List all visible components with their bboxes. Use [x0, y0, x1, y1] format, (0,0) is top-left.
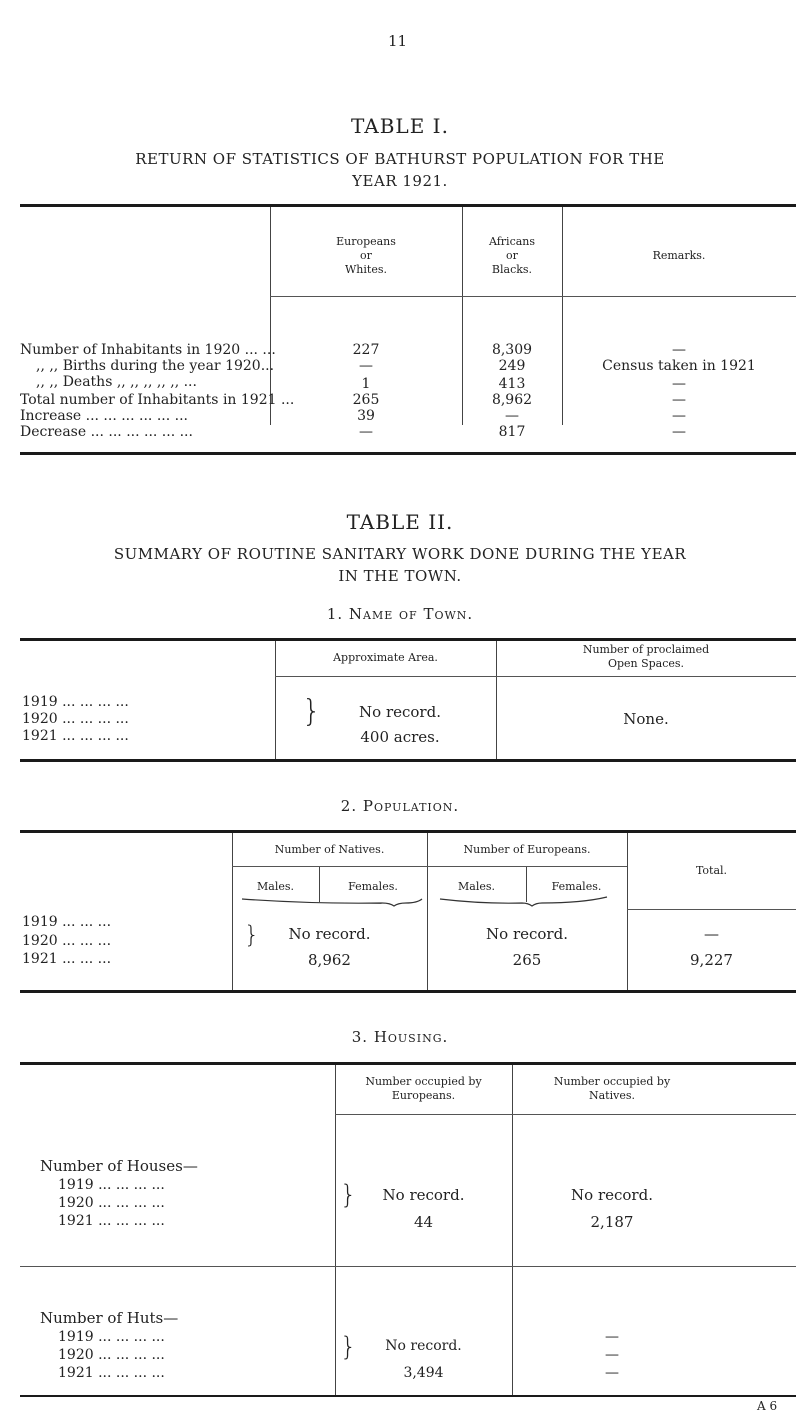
town-year-1920: 1920 ... ... ... ...: [22, 711, 129, 727]
brace-icon: }: [340, 1180, 357, 1210]
town-area-no-record: No record.: [359, 703, 441, 721]
houses-europeans-1921: 44: [413, 1213, 434, 1231]
table1-cell-europeans: 39: [357, 408, 375, 424]
brace-icon: }: [244, 921, 260, 949]
houses-europeans-no-record: No record.: [382, 1186, 465, 1204]
population-header-total: Total.: [695, 864, 728, 877]
huts-year-1919: 1919 ... ... ... ...: [58, 1329, 165, 1345]
town-year-1919: 1919 ... ... ... ...: [22, 694, 129, 710]
housing-header-europeans: Number occupied by Europeans.: [365, 1075, 482, 1102]
houses-label: Number of Houses—: [40, 1157, 198, 1175]
brace-icon: }: [302, 694, 322, 729]
table1-cell-africans: 413: [498, 376, 526, 392]
table2-subtitle-line2: IN THE TOWN.: [338, 567, 462, 585]
town-table-header-rule: [275, 676, 796, 677]
table1-cell-remarks: —: [672, 392, 686, 408]
table1-bottom-rule: [20, 452, 796, 455]
table1-cell-europeans: 1: [361, 376, 371, 392]
huts-natives-1919: —: [605, 1329, 619, 1345]
houses-year-1919: 1919 ... ... ... ...: [58, 1177, 165, 1193]
population-total-1921: 9,227: [690, 951, 733, 969]
population-header-rule: [232, 866, 627, 867]
table1-cell-europeans: —: [359, 358, 373, 374]
table1-cell-remarks: —: [672, 408, 686, 424]
huts-natives-1921: —: [605, 1365, 619, 1381]
population-europeans-1921: 265: [512, 951, 542, 969]
table1-cell-africans: 8,309: [491, 342, 533, 358]
population-year-1921: 1921 ... ... ...: [22, 951, 112, 967]
town-table-bottom-rule: [20, 759, 796, 762]
section2-heading: 2. Population.: [340, 797, 460, 815]
population-natives-1921: 8,962: [308, 951, 351, 969]
table1-header-rule: [270, 296, 796, 297]
housing-top-rule: [20, 1062, 796, 1065]
footer-mark: A 6: [757, 1399, 778, 1413]
table1-cell-africans: 8,962: [491, 392, 533, 408]
table1-cell-remarks: Census taken in 1921: [602, 358, 756, 374]
houses-natives-1921: 2,187: [590, 1213, 634, 1231]
table2-subtitle-line1: SUMMARY OF ROUTINE SANITARY WORK DONE DURING THE YEAR: [113, 545, 687, 563]
housing-bottom-rule: [20, 1395, 796, 1397]
table2-title: TABLE II.: [346, 510, 454, 534]
huts-natives-1920: —: [605, 1347, 619, 1363]
huts-year-1920: 1920 ... ... ... ...: [58, 1347, 165, 1363]
huts-europeans-1921: 3,494: [403, 1365, 444, 1381]
table1-title: TABLE I.: [351, 114, 449, 138]
table1-cell-remarks: —: [672, 424, 686, 440]
population-europeans-no-record: No record.: [486, 925, 568, 943]
town-header-area: Approximate Area.: [333, 651, 438, 664]
section1-heading: 1. Name of Town.: [326, 605, 474, 623]
table1-row-label: ,, ,, Births during the year 1920...: [36, 358, 275, 374]
huts-label: Number of Huts—: [40, 1309, 179, 1327]
table1-row-label: Number of Inhabitants in 1920 ... ...: [20, 342, 276, 358]
population-header-european-males: Males.: [458, 880, 495, 893]
table1-cell-europeans: 265: [352, 392, 380, 408]
table1-cell-africans: —: [505, 408, 519, 424]
population-year-1920: 1920 ... ... ...: [22, 933, 112, 949]
table1-header-europeans: Europeans or Whites.: [336, 235, 396, 276]
town-spaces-value: None.: [623, 710, 669, 728]
town-year-1921: 1921 ... ... ... ...: [22, 728, 129, 744]
table1-subtitle-line2: YEAR 1921.: [352, 172, 448, 190]
population-header-native-males: Males.: [257, 880, 294, 893]
section3-heading: 3. Housing.: [351, 1028, 449, 1046]
huts-europeans-no-record: No record.: [385, 1338, 462, 1354]
table1-subtitle-line1: RETURN OF STATISTICS OF BATHURST POPULATION FOR THE: [135, 150, 665, 168]
houses-year-1921: 1921 ... ... ... ...: [58, 1213, 165, 1229]
table1-row-label: Decrease ... ... ... ... ... ...: [20, 424, 193, 440]
table1-header-africans: Africans or Blacks.: [488, 235, 536, 276]
housing-header-rule: [335, 1114, 796, 1115]
table1-row-label: ,, ,, Deaths ,, ,, ,, ,, ,, ...: [36, 374, 197, 390]
table1-header-remarks: Remarks.: [652, 249, 706, 262]
table1-cell-africans: 817: [498, 424, 526, 440]
population-bottom-rule: [20, 990, 796, 993]
population-top-rule: [20, 830, 796, 833]
huts-year-1921: 1921 ... ... ... ...: [58, 1365, 165, 1381]
population-header-native-females: Females.: [348, 880, 398, 893]
population-header-natives: Number of Natives.: [274, 843, 385, 856]
page-number: 11: [388, 32, 408, 50]
population-year-1919: 1919 ... ... ...: [22, 914, 112, 930]
table1-cell-africans: 249: [498, 358, 526, 374]
town-header-spaces: Number of proclaimed Open Spaces.: [582, 643, 710, 670]
table1-cell-europeans: 227: [352, 342, 380, 358]
population-subheader-brace-lines: [232, 893, 627, 907]
population-total-rule: [627, 909, 796, 910]
population-natives-no-record: No record.: [288, 925, 371, 943]
houses-natives-no-record: No record.: [571, 1186, 653, 1204]
table1-cell-europeans: —: [359, 424, 373, 440]
table1-row-label: Increase ... ... ... ... ... ...: [20, 408, 188, 424]
population-total-no-record: —: [704, 925, 719, 943]
brace-icon: }: [340, 1332, 357, 1362]
houses-year-1920: 1920 ... ... ... ...: [58, 1195, 165, 1211]
town-area-1921: 400 acres.: [360, 728, 440, 746]
population-header-european-females: Females.: [551, 880, 602, 893]
town-table-top-rule: [20, 638, 796, 641]
housing-header-natives: Number occupied by Natives.: [553, 1075, 671, 1102]
housing-mid-rule: [20, 1266, 796, 1267]
table1-row-label: Total number of Inhabitants in 1921 ...: [20, 392, 295, 408]
table1-cell-remarks: —: [672, 342, 686, 358]
table1-top-rule: [20, 204, 796, 207]
table1-cell-remarks: —: [672, 376, 686, 392]
population-header-europeans: Number of Europeans.: [463, 843, 591, 856]
